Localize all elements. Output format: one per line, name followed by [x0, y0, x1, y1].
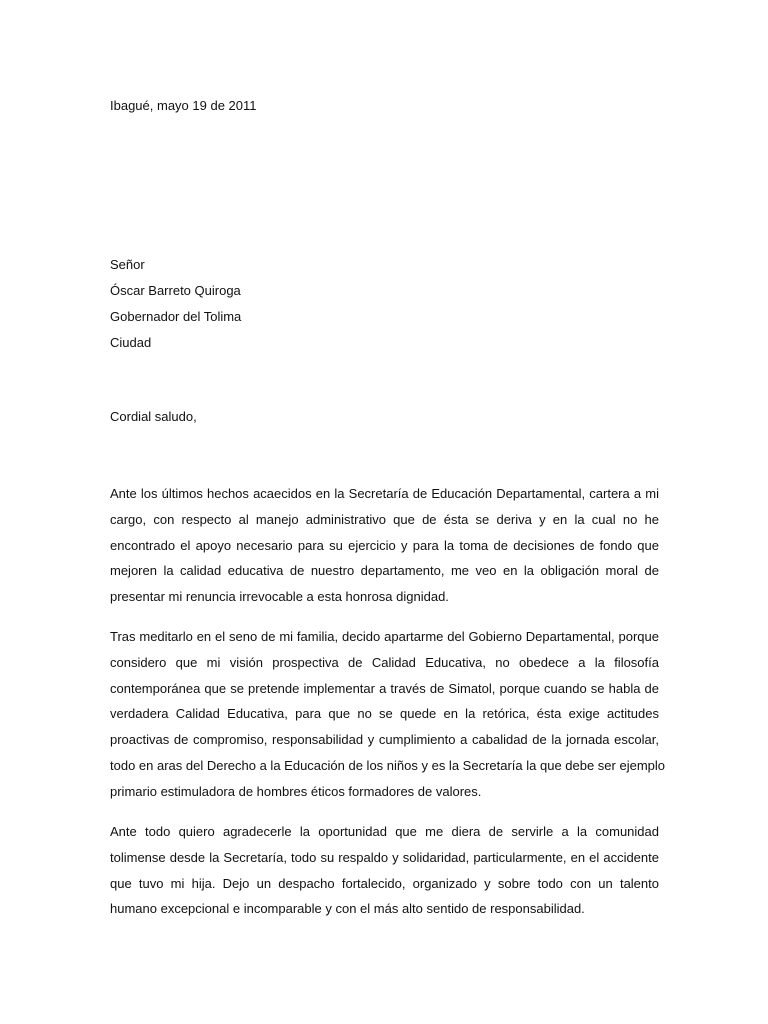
paragraph-line: mejoren la calidad educativa de nuestro departamento, me veo en la obligación moral de: [110, 563, 659, 579]
recipient-name: Óscar Barreto Quiroga: [110, 283, 241, 298]
paragraph-line: todo en aras del Derecho a la Educación de los niños y es la Secretaría la que debe ser ejemplo: [110, 757, 666, 773]
paragraph-line: proactivas de compromiso, responsabilidad y cumplimiento a cabalidad de la jornada escolar,: [110, 732, 659, 748]
recipient-position: Gobernador del Tolima: [110, 309, 242, 324]
recipient-block: [110, 252, 241, 356]
greeting: Cordial saludo,: [110, 409, 197, 424]
paragraph-3: [110, 819, 659, 922]
paragraph-line: humano excepcional e incomparable y con el más alto sentido de responsabilidad.: [110, 901, 585, 917]
letter-date: Ibagué, mayo 19 de 2011: [110, 98, 257, 113]
paragraph-line: Ante todo quiero agradecerle la oportunidad que me diera de servirle a la comunidad: [110, 824, 659, 839]
paragraph-line: considero que mi visión prospectiva de Calidad Educativa, no obedece a la filosofía: [110, 654, 659, 670]
paragraph-line: Ante los últimos hechos acaecidos en la Secretaría de Educación Departamental, cartera a mi: [110, 486, 659, 501]
recipient-title: Señor: [110, 257, 145, 272]
paragraph-line: Tras meditarlo en el seno de mi familia, decido apartarme del Gobierno Departamental, porque: [110, 629, 659, 644]
paragraph-line: cargo, con respecto al manejo administrativo que de ésta se deriva y en la cual no he: [110, 511, 659, 527]
paragraph-line: que tuvo mi hija. Dejo un despacho fortalecido, organizado y sobre todo con un talento: [110, 875, 659, 891]
paragraph-line: primario estimuladora de hombres éticos formadores de valores.: [110, 783, 482, 799]
paragraph-line: tolimense desde la Secretaría, todo su respaldo y solidaridad, particularmente, en el accidente: [110, 849, 659, 865]
paragraph-2: [110, 624, 666, 805]
paragraph-line: presentar mi renuncia irrevocable a esta honrosa dignidad.: [110, 589, 449, 605]
paragraph-line: contemporánea que se pretende implementar a través de Simatol, porque cuando se habla de: [110, 680, 659, 696]
paragraph-line: encontrado el apoyo necesario para su ejercicio y para la toma de decisiones de fondo que: [110, 537, 659, 553]
paragraph-1: [110, 481, 659, 610]
paragraph-line: verdadera Calidad Educativa, para que no se quede en la retórica, ésta exige actitudes: [110, 706, 659, 722]
recipient-city: Ciudad: [110, 335, 152, 350]
